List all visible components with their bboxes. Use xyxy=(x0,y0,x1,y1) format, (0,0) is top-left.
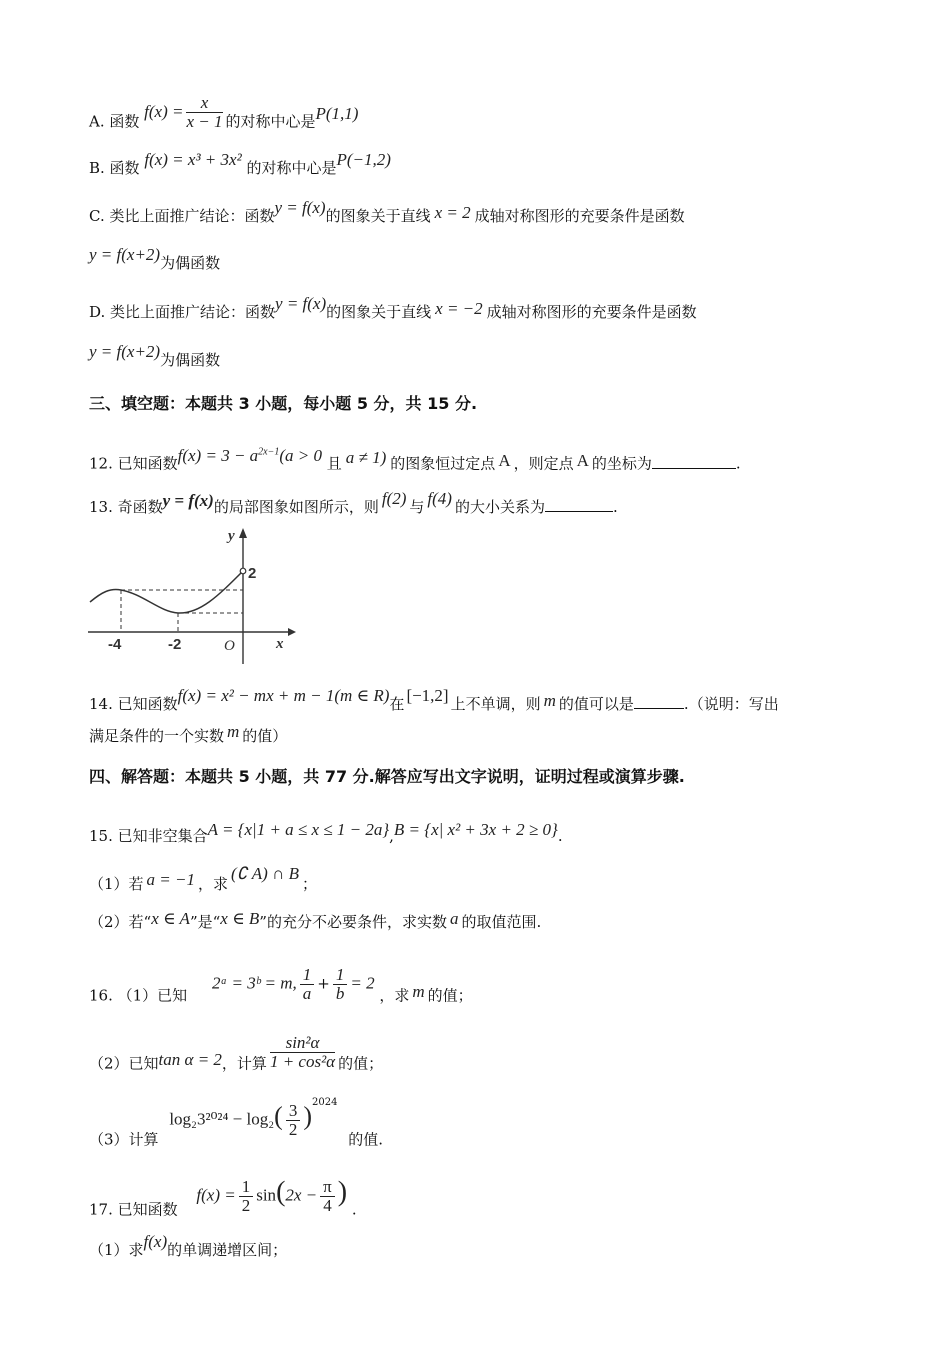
q13-func: y = f(x) xyxy=(162,491,214,510)
q14-prefix: 14. 已知函数 xyxy=(89,695,178,713)
q16-frac-b-den: b xyxy=(335,984,345,1003)
option-b xyxy=(89,150,391,178)
option-d-tail: 成轴对称图形的充要条件是函数 xyxy=(486,303,697,321)
q17-prefix: 17. 已知函数 xyxy=(89,1200,178,1219)
open-point xyxy=(240,568,246,574)
option-a-den: x − 1 xyxy=(186,112,223,131)
q15-p2-a: x ∈ A xyxy=(151,909,190,928)
q13-and: 与 xyxy=(409,498,425,516)
option-c-tail: 成轴对称图形的充要条件是函数 xyxy=(474,207,685,225)
q17-paren-open: ( xyxy=(276,1176,286,1208)
option-a-point: P(1,1) xyxy=(315,103,359,123)
q16-frac-b xyxy=(333,966,348,1003)
q12-func xyxy=(178,446,322,465)
x-tick-minus4: -4 xyxy=(108,636,122,653)
q15-p2-b: x ∈ B xyxy=(220,909,260,928)
q16-p2-expr: tan α = 2 xyxy=(158,1049,222,1069)
q12-exp: 2x−1 xyxy=(258,446,280,457)
option-c xyxy=(89,198,685,226)
option-b-point: P(−1,2) xyxy=(336,150,391,169)
q17-pi-num: π xyxy=(320,1178,335,1197)
q12-blank[interactable] xyxy=(652,454,736,469)
q16-p3-frac-num: 3 xyxy=(286,1102,301,1121)
q16-p1-prefix: 16. （1）已知 xyxy=(89,986,188,1005)
q13-tail: 的大小关系为 xyxy=(454,498,545,516)
function-graph xyxy=(88,524,298,670)
q12-mid2: ，则定点 xyxy=(513,454,574,473)
q14 xyxy=(89,686,779,714)
q13-mid: 的局部图象如图所示，则 xyxy=(213,498,379,516)
x-tick-minus2: -2 xyxy=(168,636,182,653)
q14-mid: 上不单调，则 xyxy=(450,695,541,713)
q12-cond2: a ≠ 1) xyxy=(345,447,387,467)
q15-p2-var: a xyxy=(449,909,459,928)
option-a-num: x xyxy=(186,94,222,113)
q12-tail: 的坐标为 xyxy=(591,454,652,473)
q13-end: . xyxy=(612,498,618,516)
q15-part1 xyxy=(89,864,317,894)
option-b-prefix: B. 函数 xyxy=(89,159,140,177)
q12-cond: (a > 0 xyxy=(279,445,322,465)
q14-interval: [−1,2] xyxy=(406,686,449,705)
curve xyxy=(90,571,243,613)
option-d-line: x = −2 xyxy=(435,299,483,318)
option-b-mid: 的对称中心是 xyxy=(246,159,337,177)
q13-f4: f(4) xyxy=(427,489,452,508)
q16-p3-exp: 2024 xyxy=(312,1096,338,1108)
option-d-end: 为偶函数 xyxy=(160,351,221,369)
q15-set-b: B = {x| x² + 3x + 2 ≥ 0} xyxy=(393,820,558,839)
q15-p2-mid: ”是“ xyxy=(189,913,221,931)
q16-p3-frac xyxy=(286,1102,301,1139)
x-label: x xyxy=(276,636,284,652)
option-b-func: f(x) = x³ + 3x² xyxy=(144,150,242,169)
q16-p2-frac xyxy=(270,1034,335,1071)
option-d-func2: y = f(x+2) xyxy=(89,342,161,361)
q16-p2-prefix: （2）已知 xyxy=(89,1054,159,1073)
option-c-func2: y = f(x+2) xyxy=(89,245,161,264)
q14-var: m xyxy=(543,691,556,710)
option-d xyxy=(89,294,697,322)
q14-blank[interactable] xyxy=(634,694,684,709)
y-tick-2: 2 xyxy=(248,565,257,582)
q17 xyxy=(89,1176,357,1229)
q12-and: 且 xyxy=(326,454,342,473)
option-c-line2 xyxy=(89,245,221,273)
q16-p1-var: m xyxy=(412,981,425,1001)
q16-frac-a-num: 1 xyxy=(300,966,315,985)
q16-frac-a-den: a xyxy=(302,984,312,1003)
q16-p3-paren-close: ) xyxy=(303,1101,312,1131)
q12-prefix: 12. 已知函数 xyxy=(89,454,178,473)
q17-pi-frac xyxy=(320,1178,335,1215)
q12-point: A xyxy=(498,450,511,470)
option-c-mid: 的图象关于直线 xyxy=(325,207,431,225)
section-3-title: 三、填空题：本题共 3 小题，每小题 5 分，共 15 分. xyxy=(89,394,478,413)
option-d-func: y = f(x) xyxy=(275,294,327,313)
q13-prefix: 13. 奇函数 xyxy=(89,498,163,516)
y-label: y xyxy=(228,528,235,544)
q15-p1-val: a = −1 xyxy=(146,870,195,889)
q16-frac-a xyxy=(300,966,315,1003)
q12-func-text: f(x) = 3 − a xyxy=(177,445,259,465)
q16-p2-den: 1 + cos²α xyxy=(269,1052,336,1071)
q17-half-num: 1 xyxy=(239,1178,254,1197)
q17-p1-prefix: （1）求 xyxy=(89,1241,144,1259)
q14-line2 xyxy=(89,722,288,746)
q16-p2-end: 的值； xyxy=(338,1054,384,1073)
q15-p2-end: 的取值范围. xyxy=(461,913,542,931)
q14-mid2: 的值可以是 xyxy=(558,695,634,713)
q17-p1-end: 的单调递增区间； xyxy=(167,1241,288,1259)
q12-mid: 的图象恒过定点 xyxy=(390,454,496,473)
q16-p3-end: 的值. xyxy=(348,1130,384,1149)
q16-p3-math xyxy=(169,1096,338,1139)
q17-func: f(x) = xyxy=(196,1185,236,1205)
q15-part2 xyxy=(89,909,542,932)
q17-pi-den: 4 xyxy=(323,1196,332,1215)
option-a-func: f(x) = xyxy=(144,101,184,121)
q16-p3-prefix: （3）计算 xyxy=(89,1130,159,1149)
q14-func: f(x) = x² − mx + m − 1(m ∈ R) xyxy=(177,686,390,705)
q17-part1 xyxy=(89,1232,288,1260)
q15 xyxy=(89,820,563,846)
q16-p2-mid: ，计算 xyxy=(221,1054,267,1073)
q15-set-a: A = {x|1 + a ≤ x ≤ 1 − 2a} xyxy=(207,820,390,839)
option-c-prefix: C. 类比上面推广结论：函数 xyxy=(89,207,275,225)
q15-p2-tail: ”的充分不必要条件，求实数 xyxy=(259,913,447,931)
q16-p1-expr: 2ᵃ = 3ᵇ = m, xyxy=(211,973,297,993)
q16-p3-frac-den: 2 xyxy=(288,1120,298,1139)
q13-f2: f(2) xyxy=(381,489,407,508)
q16-frac-b-num: 1 xyxy=(333,966,348,985)
option-c-func: y = f(x) xyxy=(274,198,326,217)
q16-part1 xyxy=(89,965,473,1015)
q15-p1-end: ； xyxy=(301,875,317,893)
q16-p3-expr: log₂3²⁰²⁴ − log₂ xyxy=(169,1109,275,1129)
q16-p1-eq: = 2 xyxy=(350,973,375,993)
q17-sin: sin xyxy=(256,1185,277,1205)
option-d-mid: 的图象关于直线 xyxy=(326,303,432,321)
q16-part2 xyxy=(89,1033,384,1083)
q14-tail: .（说明：写出 xyxy=(683,695,779,713)
q16-part3 xyxy=(89,1096,384,1159)
option-a-mid: 的对称中心是 xyxy=(225,112,316,131)
q17-end: . xyxy=(351,1200,357,1219)
q16-p1-mid: ，求 xyxy=(379,986,410,1005)
q12-point2: A xyxy=(576,450,589,470)
q16-p1-end: 的值； xyxy=(427,986,473,1005)
q15-end: . xyxy=(557,827,563,845)
q13 xyxy=(89,489,618,517)
q15-p1-prefix: （1）若 xyxy=(89,875,144,893)
section-4-title: 四、解答题：本题共 5 小题，共 77 分.解答应写出文字说明，证明过程或演算步骤. xyxy=(89,767,685,786)
q17-math xyxy=(196,1178,347,1215)
x-axis-arrow xyxy=(288,628,296,636)
option-d-line2 xyxy=(89,342,221,370)
q17-half-den: 2 xyxy=(241,1196,251,1215)
q17-paren-close: ) xyxy=(337,1176,348,1208)
q14-line2a: 满足条件的一个实数 xyxy=(89,727,225,745)
option-a-prefix: A. 函数 xyxy=(89,112,140,131)
origin-label: O xyxy=(224,638,235,654)
q16-p2-num: sin²α xyxy=(270,1034,335,1053)
y-axis-arrow xyxy=(239,528,247,538)
q15-comma: , xyxy=(389,827,394,845)
option-a-frac xyxy=(186,94,222,131)
q16-p3-paren-open: ( xyxy=(274,1101,283,1131)
q14-line2b: 的值） xyxy=(242,727,288,745)
q12 xyxy=(89,445,741,474)
q15-p1-mid: ，求 xyxy=(198,875,229,893)
q15-prefix: 15. 已知非空集合 xyxy=(89,827,208,845)
q13-blank[interactable] xyxy=(545,497,613,512)
option-a xyxy=(89,93,359,141)
option-c-end: 为偶函数 xyxy=(160,254,221,272)
option-c-line: x = 2 xyxy=(434,203,471,222)
q15-p2-prefix: （2）若“ xyxy=(89,913,152,931)
q16-p1-math: 2ᵃ = 3ᵇ = m, $\frac{1}{a}$ + $\frac{1}{b}$ = 2 xyxy=(211,965,375,1003)
q17-half xyxy=(239,1178,254,1215)
q17-p1-func: f(x) xyxy=(143,1232,168,1251)
q12-end: . xyxy=(735,454,741,473)
q14-in: 在 xyxy=(389,695,405,713)
q15-p1-expr: (∁ A) ∩ B xyxy=(231,864,299,883)
q14-var2: m xyxy=(227,722,240,741)
q17-arg: 2x − xyxy=(285,1185,318,1205)
option-d-prefix: D. 类比上面推广结论：函数 xyxy=(89,303,276,321)
